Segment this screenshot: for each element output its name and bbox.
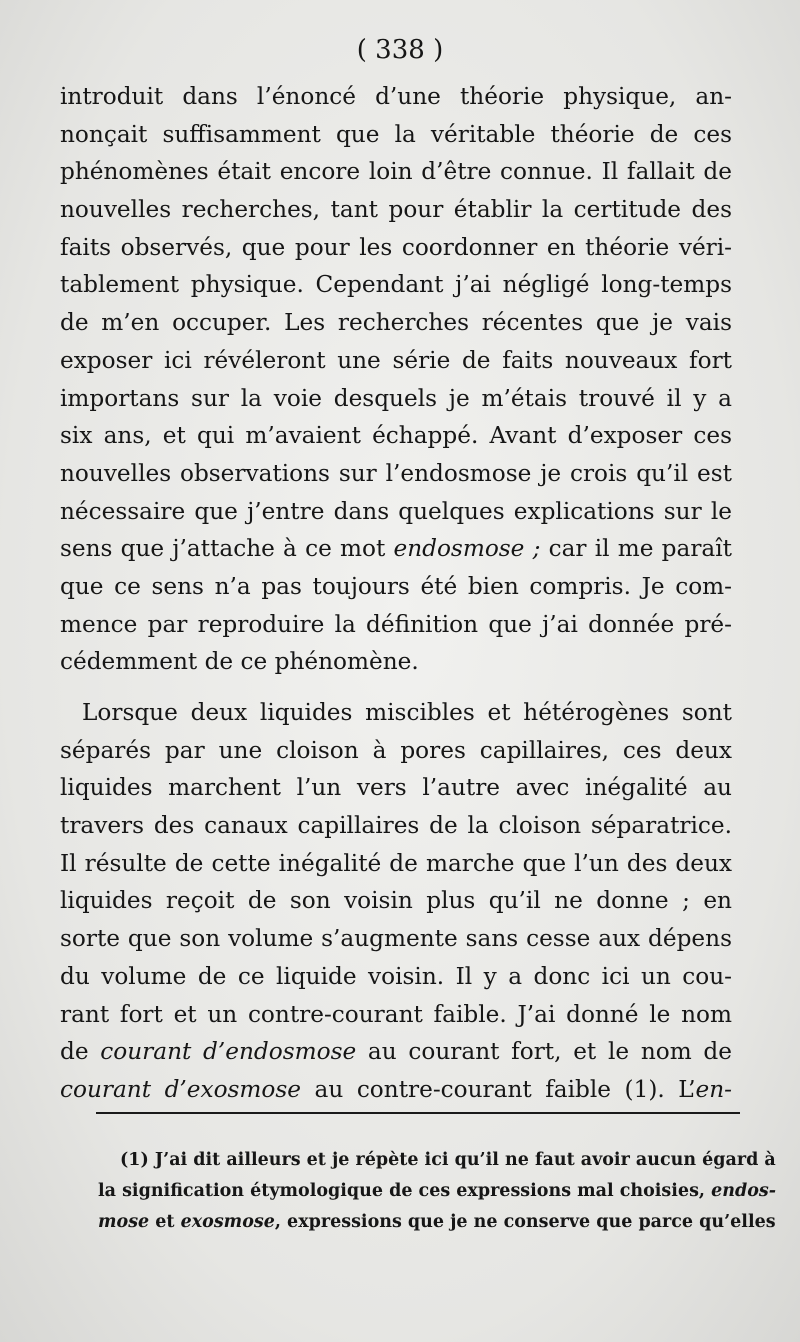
footnote bbox=[98, 1145, 776, 1238]
text-line bbox=[60, 694, 732, 732]
text-line: importans sur la voie desquels je m’étais trouvé il y a bbox=[60, 384, 732, 412]
footnote-line: (1) J’ai dit ailleurs et je répète ici qu’il ne faut avoir aucun égard à bbox=[120, 1150, 776, 1170]
text-line: du volume de ce liquide voisin. Il y a donc ici un cou- bbox=[60, 962, 732, 990]
text-line: phénomènes était encore loin d’être connue. Il fallait de bbox=[60, 158, 732, 186]
text-line: liquides marchent l’un vers l’autre avec inégalité au bbox=[60, 774, 732, 802]
text-line: exposer ici révéleront une série de faits nouveaux fort bbox=[60, 346, 732, 374]
text-segment: Lorsque deux liquides miscibles et hétérogènes sont bbox=[82, 699, 732, 726]
italic-term: courant d’endosmose bbox=[100, 1038, 357, 1066]
italic-term: endos- bbox=[711, 1181, 776, 1201]
text-line: Il résulte de cette inégalité de marche que l’un des deux bbox=[60, 849, 732, 877]
text-line bbox=[60, 1071, 732, 1109]
text-line: travers des canaux capillaires de la cloison séparatrice. bbox=[60, 812, 732, 840]
italic-term: en- bbox=[695, 1075, 733, 1103]
italic-term: courant d’exosmose bbox=[60, 1075, 302, 1103]
text-line: rant fort et un contre-courant faible. J’ai donné le nom bbox=[60, 1000, 732, 1028]
paragraph-1 bbox=[60, 78, 732, 681]
text-line: de m’en occuper. Les recherches récentes que je vais bbox=[60, 309, 732, 337]
text-segment: de bbox=[60, 1038, 101, 1066]
body-text bbox=[60, 78, 732, 1109]
text-line: que ce sens n’a pas toujours été bien compris. Je com- bbox=[60, 572, 732, 600]
text-line bbox=[60, 530, 732, 568]
footnote-line bbox=[98, 1176, 776, 1207]
text-line bbox=[60, 1033, 732, 1071]
footnote-rule bbox=[96, 1112, 740, 1114]
text-line: introduit dans l’énoncé d’une théorie physique, an- bbox=[60, 83, 732, 110]
italic-term: mose bbox=[98, 1212, 150, 1232]
text-segment: au courant fort, et le nom de bbox=[356, 1038, 732, 1066]
italic-term: exosmose bbox=[180, 1212, 275, 1232]
text-line: nouvelles observations sur l’endosmose je crois qu’il est bbox=[60, 459, 732, 487]
text-segment: et bbox=[149, 1212, 181, 1232]
text-line: nouvelles recherches, tant pour établir la certitude des bbox=[60, 196, 732, 224]
text-line: liquides reçoit de son voisin plus qu’il ne donne ; en bbox=[60, 887, 732, 915]
text-line: faits observés, que pour les coordonner en théorie véri- bbox=[60, 233, 732, 261]
text-line: sorte que son volume s’augmente sans cesse aux dépens bbox=[60, 925, 732, 953]
text-line: tablement physique. Cependant j’ai négligé long-temps bbox=[60, 271, 732, 299]
page-number: ( 338 ) bbox=[356, 35, 444, 65]
text-segment: car il me paraît bbox=[540, 535, 732, 563]
text-segment: sens que j’attache à ce mot bbox=[60, 535, 394, 563]
text-line: séparés par une cloison à pores capillaires, ces deux bbox=[60, 736, 732, 764]
paragraph-2 bbox=[60, 694, 732, 1109]
italic-term: endosmose ; bbox=[393, 535, 541, 563]
footnote-line bbox=[98, 1207, 776, 1238]
text-segment: , expressions que je ne conserve que parce qu’elles bbox=[274, 1212, 776, 1232]
text-line: mence par reproduire la définition que j’ai donnée pré- bbox=[60, 610, 732, 638]
text-line: six ans, et qui m’avaient échappé. Avant d’exposer ces bbox=[60, 422, 732, 450]
text-line: cédemment de ce phénomène. bbox=[60, 648, 419, 676]
text-segment: la signification étymologique de ces expressions mal choisies, bbox=[98, 1181, 712, 1201]
text-line: nonçait suffisamment que la véritable théorie de ces bbox=[60, 120, 732, 148]
text-segment: au contre-courant faible (1). L’ bbox=[301, 1075, 696, 1103]
text-line: nécessaire que j’entre dans quelques explications sur le bbox=[60, 497, 732, 525]
